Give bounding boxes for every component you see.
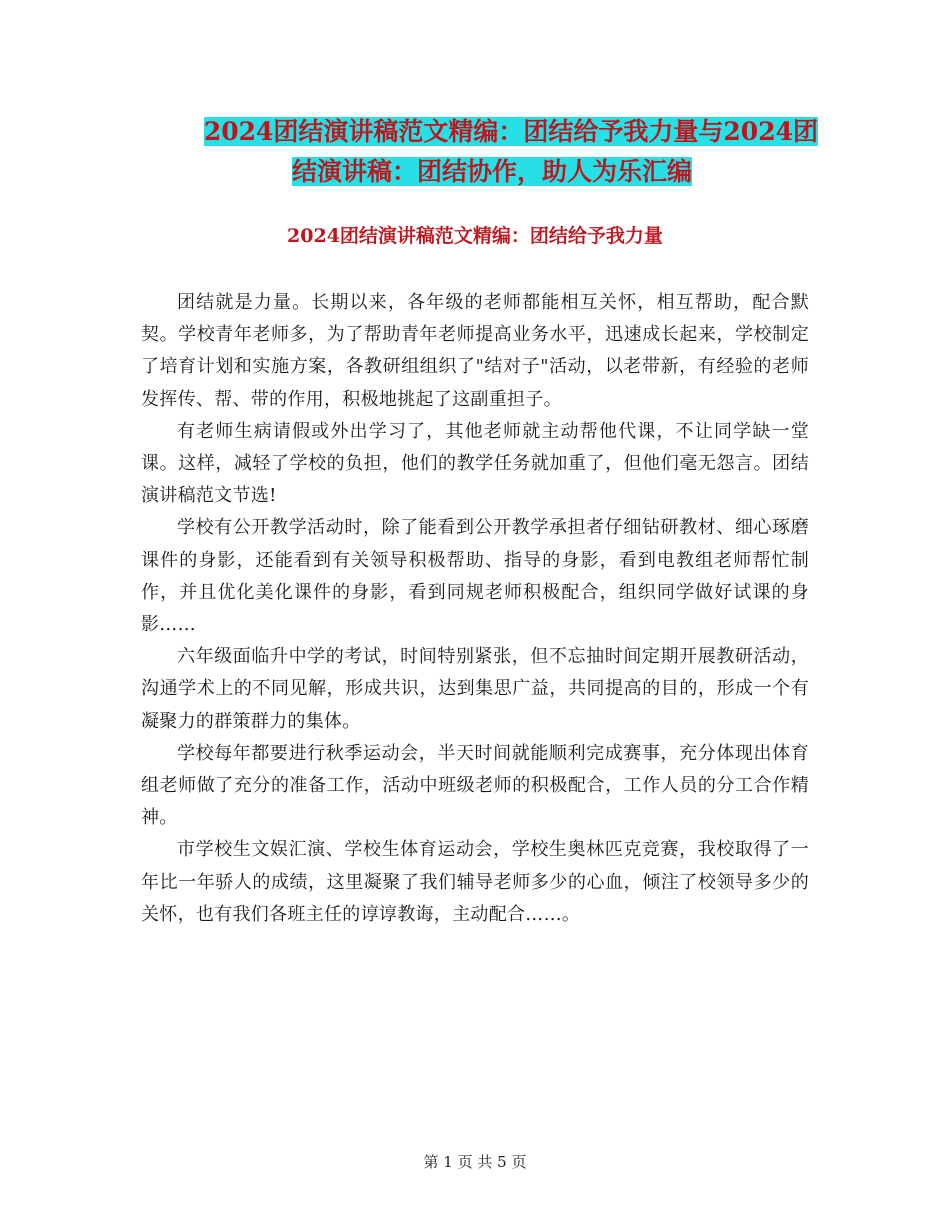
document-title-line-2: 结演讲稿：团结协作，助人为乐汇编 — [292, 157, 693, 186]
paragraph-2: 有老师生病请假或外出学习了，其他老师就主动帮他代课，不让同学缺一堂课。这样，减轻了学校的负担，他们的教学任务就加重了，但他们毫无怨言。团结演讲稿范文节选! — [141, 420, 809, 507]
paragraph-1: 团结就是力量。长期以来，各年级的老师都能相互关怀，相互帮助，配合默契。学校青年老师多，为了帮助青年老师提高业务水平，迅速成长起来，学校制定了培育计划和实施方案，各教研组组织了"结对子"活动，以老带新，有经验的老师发挥传、帮、带的作用，积极地挑起了这副重担子。 — [141, 292, 809, 410]
paragraph-5: 学校每年都要进行秋季运动会，半天时间就能顺利完成赛事，充分体现出体育组老师做了充分的准备工作，活动中班级老师的积极配合，工作人员的分工合作精神。 — [141, 742, 809, 829]
document-title — [140, 112, 830, 192]
section-heading: 2024团结演讲稿范文精编：团结给予我力量 — [287, 225, 663, 247]
page-footer: 第 1 页 共 5 页 — [423, 1153, 527, 1171]
paragraph-4: 六年级面临升中学的考试，时间特别紧张，但不忘抽时间定期开展教研活动，沟通学术上的不同见解，形成共识，达到集思广益，共同提高的目的，形成一个有凝聚力的群策群力的集体。 — [141, 646, 809, 732]
paragraph-3: 学校有公开教学活动时，除了能看到公开教学承担者仔细钻研教材、细心琢磨课件的身影，还能看到有关领导积极帮助、指导的身影，看到电教组老师帮忙制作，并且优化美化课件的身影，看到同规老师积极配合，组织同学做好试课的身影…… — [141, 517, 809, 636]
paragraph-6: 市学校生文娱汇演、学校生体育运动会，学校生奥林匹克竞赛，我校取得了一年比一年骄人的成绩，这里凝聚了我们辅导老师多少的心血，倾注了校领导多少的关怀，也有我们各班主任的谆谆教诲，主动配合……。 — [141, 839, 809, 925]
body-text — [141, 287, 809, 931]
document-title-line-1: 2024团结演讲稿范文精编：团结给予我力量与2024团 — [203, 117, 818, 146]
